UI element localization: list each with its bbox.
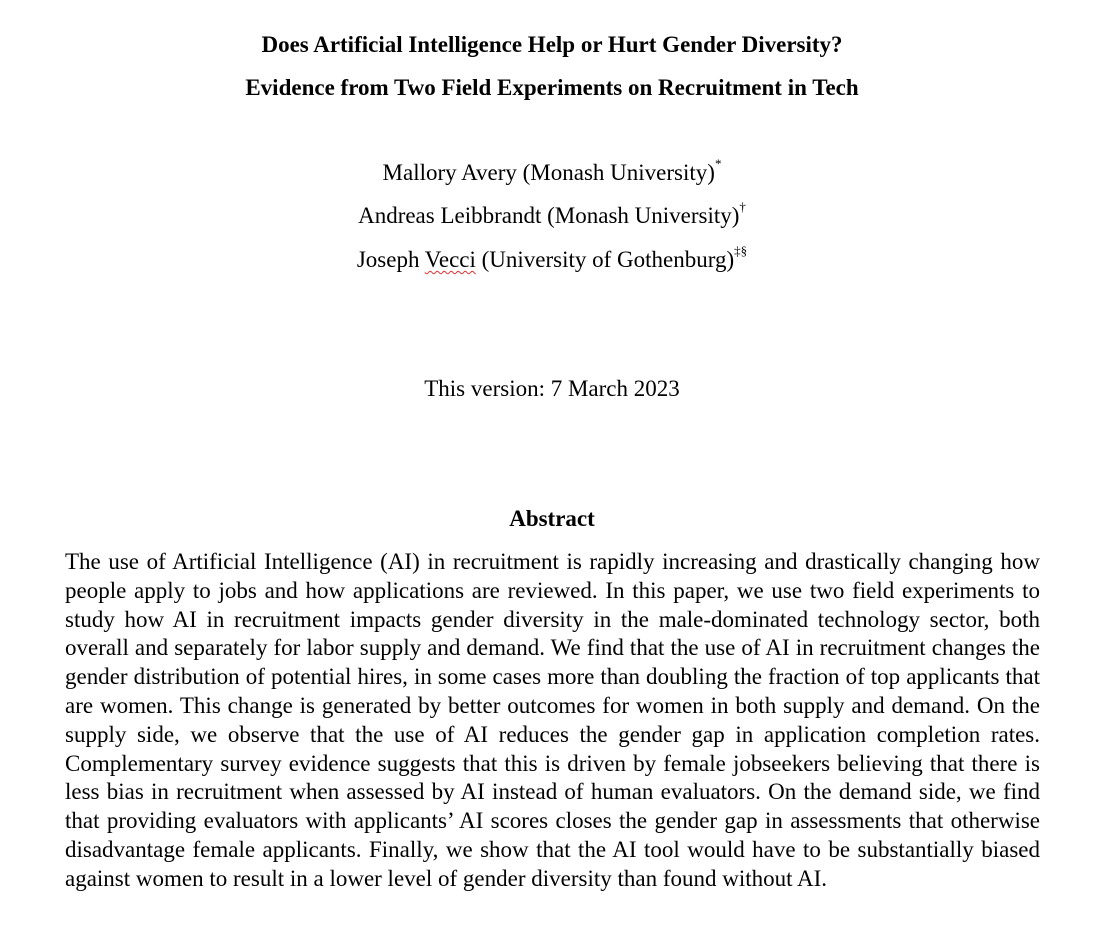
author-2-footnote-mark[interactable]: † [739, 199, 746, 215]
author-3-affiliation: (University of Gothenburg) [475, 247, 735, 272]
author-3 [0, 243, 1094, 274]
author-3-footnote-mark[interactable]: ‡§ [734, 243, 748, 259]
author-3-surname-spellcheck-flag[interactable]: Vecci [424, 247, 476, 272]
paper-title-line-1: Does Artificial Intelligence Help or Hurt Gender Diversity? [261, 32, 843, 57]
author-3-first-name: Joseph [356, 247, 425, 272]
author-2-name: Andreas Leibbrandt (Monash University) [358, 203, 740, 228]
version-date: This version: 7 March 2023 [424, 376, 680, 401]
abstract-heading: Abstract [509, 506, 595, 531]
author-1-footnote-mark[interactable]: * [714, 156, 722, 172]
abstract-text: The use of Artificial Intelligence (AI) in recruitment is rapidly increasing and drastically changing how people apply to jobs and how applications are reviewed. In this paper, we use two field experiments to study how AI in recruitment impacts gender diversity in the male-dominated technology sector, both overall and separately for labor supply and demand. We find that the use of AI in recruitment changes the gender distribution of potential hires, in some cases more than doubling the fraction of top applicants that are women. This change is generated by better outcomes for women in both supply and demand. On the supply side, we observe that the use of AI reduces the gender gap in application completion rates. Complementary survey evidence suggests that this is driven by female jobseekers believing that there is less bias in recruitment when assessed by AI instead of human evaluators. On the demand side, we find that providing evaluators with applicants’ AI scores closes the gender gap in assessments that otherwise disadvantage female applicants. Finally, we show that the AI tool would have to be substantially biased against women to result in a lower level of gender diversity than found without AI. [65, 549, 1040, 891]
author-2 [0, 199, 1094, 230]
author-1-name: Mallory Avery (Monash University) [382, 160, 715, 185]
paper-title-line-2: Evidence from Two Field Experiments on Recruitment in Tech [245, 75, 859, 100]
author-1 [0, 156, 1094, 187]
